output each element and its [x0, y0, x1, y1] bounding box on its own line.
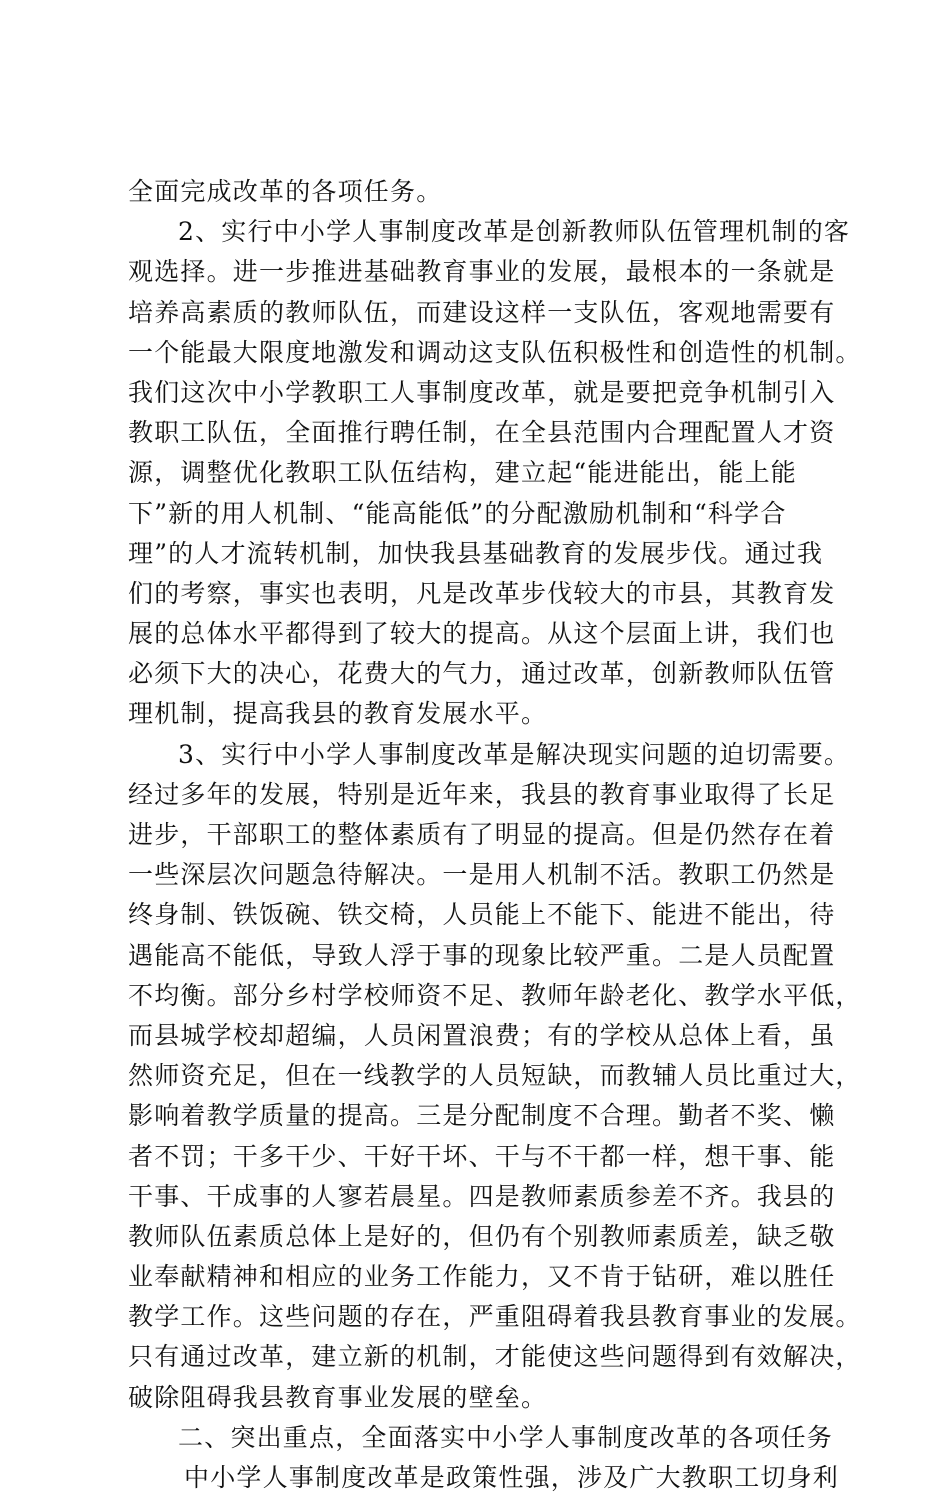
text-line: 观选择。进一步推进基础教育事业的发展，最根本的一条就是 — [128, 257, 836, 287]
text-line: 者不罚；干多干少、干好干坏、干与不干都一样，想干事、能 — [128, 1141, 836, 1171]
text-line: 然师资充足，但在一线教学的人员短缺，而教辅人员比重过大， — [128, 1061, 862, 1091]
text-line: 我们这次中小学教职工人事制度改革，就是要把竞争机制引入 — [128, 377, 836, 407]
text-line: 经过多年的发展，特别是近年来，我县的教育事业取得了长足 — [128, 779, 836, 809]
text-line: 必须下大的决心，花费大的气力，通过改革，创新教师队伍管 — [128, 659, 836, 689]
body-text — [128, 172, 862, 1498]
text-line: 下”新的用人机制、“能高能低”的分配激励机制和“科学合 — [128, 498, 787, 528]
text-line: 一些深层次问题急待解决。一是用人机制不活。教职工仍然是 — [128, 860, 836, 890]
text-line: 只有通过改革，建立新的机制，才能使这些问题得到有效解决， — [128, 1342, 862, 1372]
text-line: 遇能高不能低，导致人浮于事的现象比较严重。二是人员配置 — [128, 940, 836, 970]
paragraph-start-line: 3、实行中小学人事制度改革是解决现实问题的迫切需要。 — [178, 739, 851, 769]
text-line: 们的考察，事实也表明，凡是改革步伐较大的市县，其教育发 — [128, 578, 836, 608]
text-line: 终身制、铁饭碗、铁交椅，人员能上不能下、能进不能出，待 — [128, 900, 836, 930]
text-line: 培养高素质的教师队伍，而建设这样一支队伍，客观地需要有 — [128, 297, 836, 327]
text-line: 全面完成改革的各项任务。 — [128, 177, 443, 206]
text-line: 影响着教学质量的提高。三是分配制度不合理。勤者不奖、懒 — [128, 1101, 836, 1131]
text-line: 教学工作。这些问题的存在，严重阻碍着我县教育事业的发展。 — [128, 1302, 862, 1332]
paragraph-start-line: 中小学人事制度改革是政策性强，涉及广大教职工切身利 — [184, 1463, 840, 1492]
section-heading: 二、突出重点，全面落实中小学人事制度改革的各项任务 — [178, 1422, 834, 1452]
text-line: 干事、干成事的人寥若晨星。四是教师素质参差不齐。我县的 — [128, 1181, 836, 1211]
text-line: 业奉献精神和相应的业务工作能力，又不肯于钻研，难以胜任 — [128, 1262, 836, 1292]
text-line: 而县城学校却超编，人员闲置浪费；有的学校从总体上看，虽 — [128, 1020, 836, 1050]
text-line: 展的总体水平都得到了较大的提高。从这个层面上讲，我们也 — [128, 619, 836, 649]
text-line: 教师队伍素质总体上是好的，但仍有个别教师素质差，缺乏敬 — [128, 1221, 836, 1251]
text-line: 进步，干部职工的整体素质有了明显的提高。但是仍然存在着 — [128, 820, 836, 849]
text-line: 理”的人才流转机制，加快我县基础教育的发展步伐。通过我 — [128, 538, 824, 568]
text-line: 教职工队伍，全面推行聘任制，在全县范围内合理配置人才资 — [128, 418, 836, 448]
text-line: 不均衡。部分乡村学校师资不足、教师年龄老化、教学水平低， — [128, 980, 862, 1010]
text-line: 理机制，提高我县的教育发展水平。 — [128, 699, 548, 729]
paragraph-start-line: 2、实行中小学人事制度改革是创新教师队伍管理机制的客 — [178, 217, 851, 247]
text-line: 一个能最大限度地激发和调动这支队伍积极性和创造性的机制。 — [128, 337, 862, 367]
text-line: 破除阻碍我县教育事业发展的壁垒。 — [128, 1382, 548, 1412]
text-line: 源，调整优化教职工队伍结构，建立起“能进能出，能上能 — [128, 458, 797, 488]
